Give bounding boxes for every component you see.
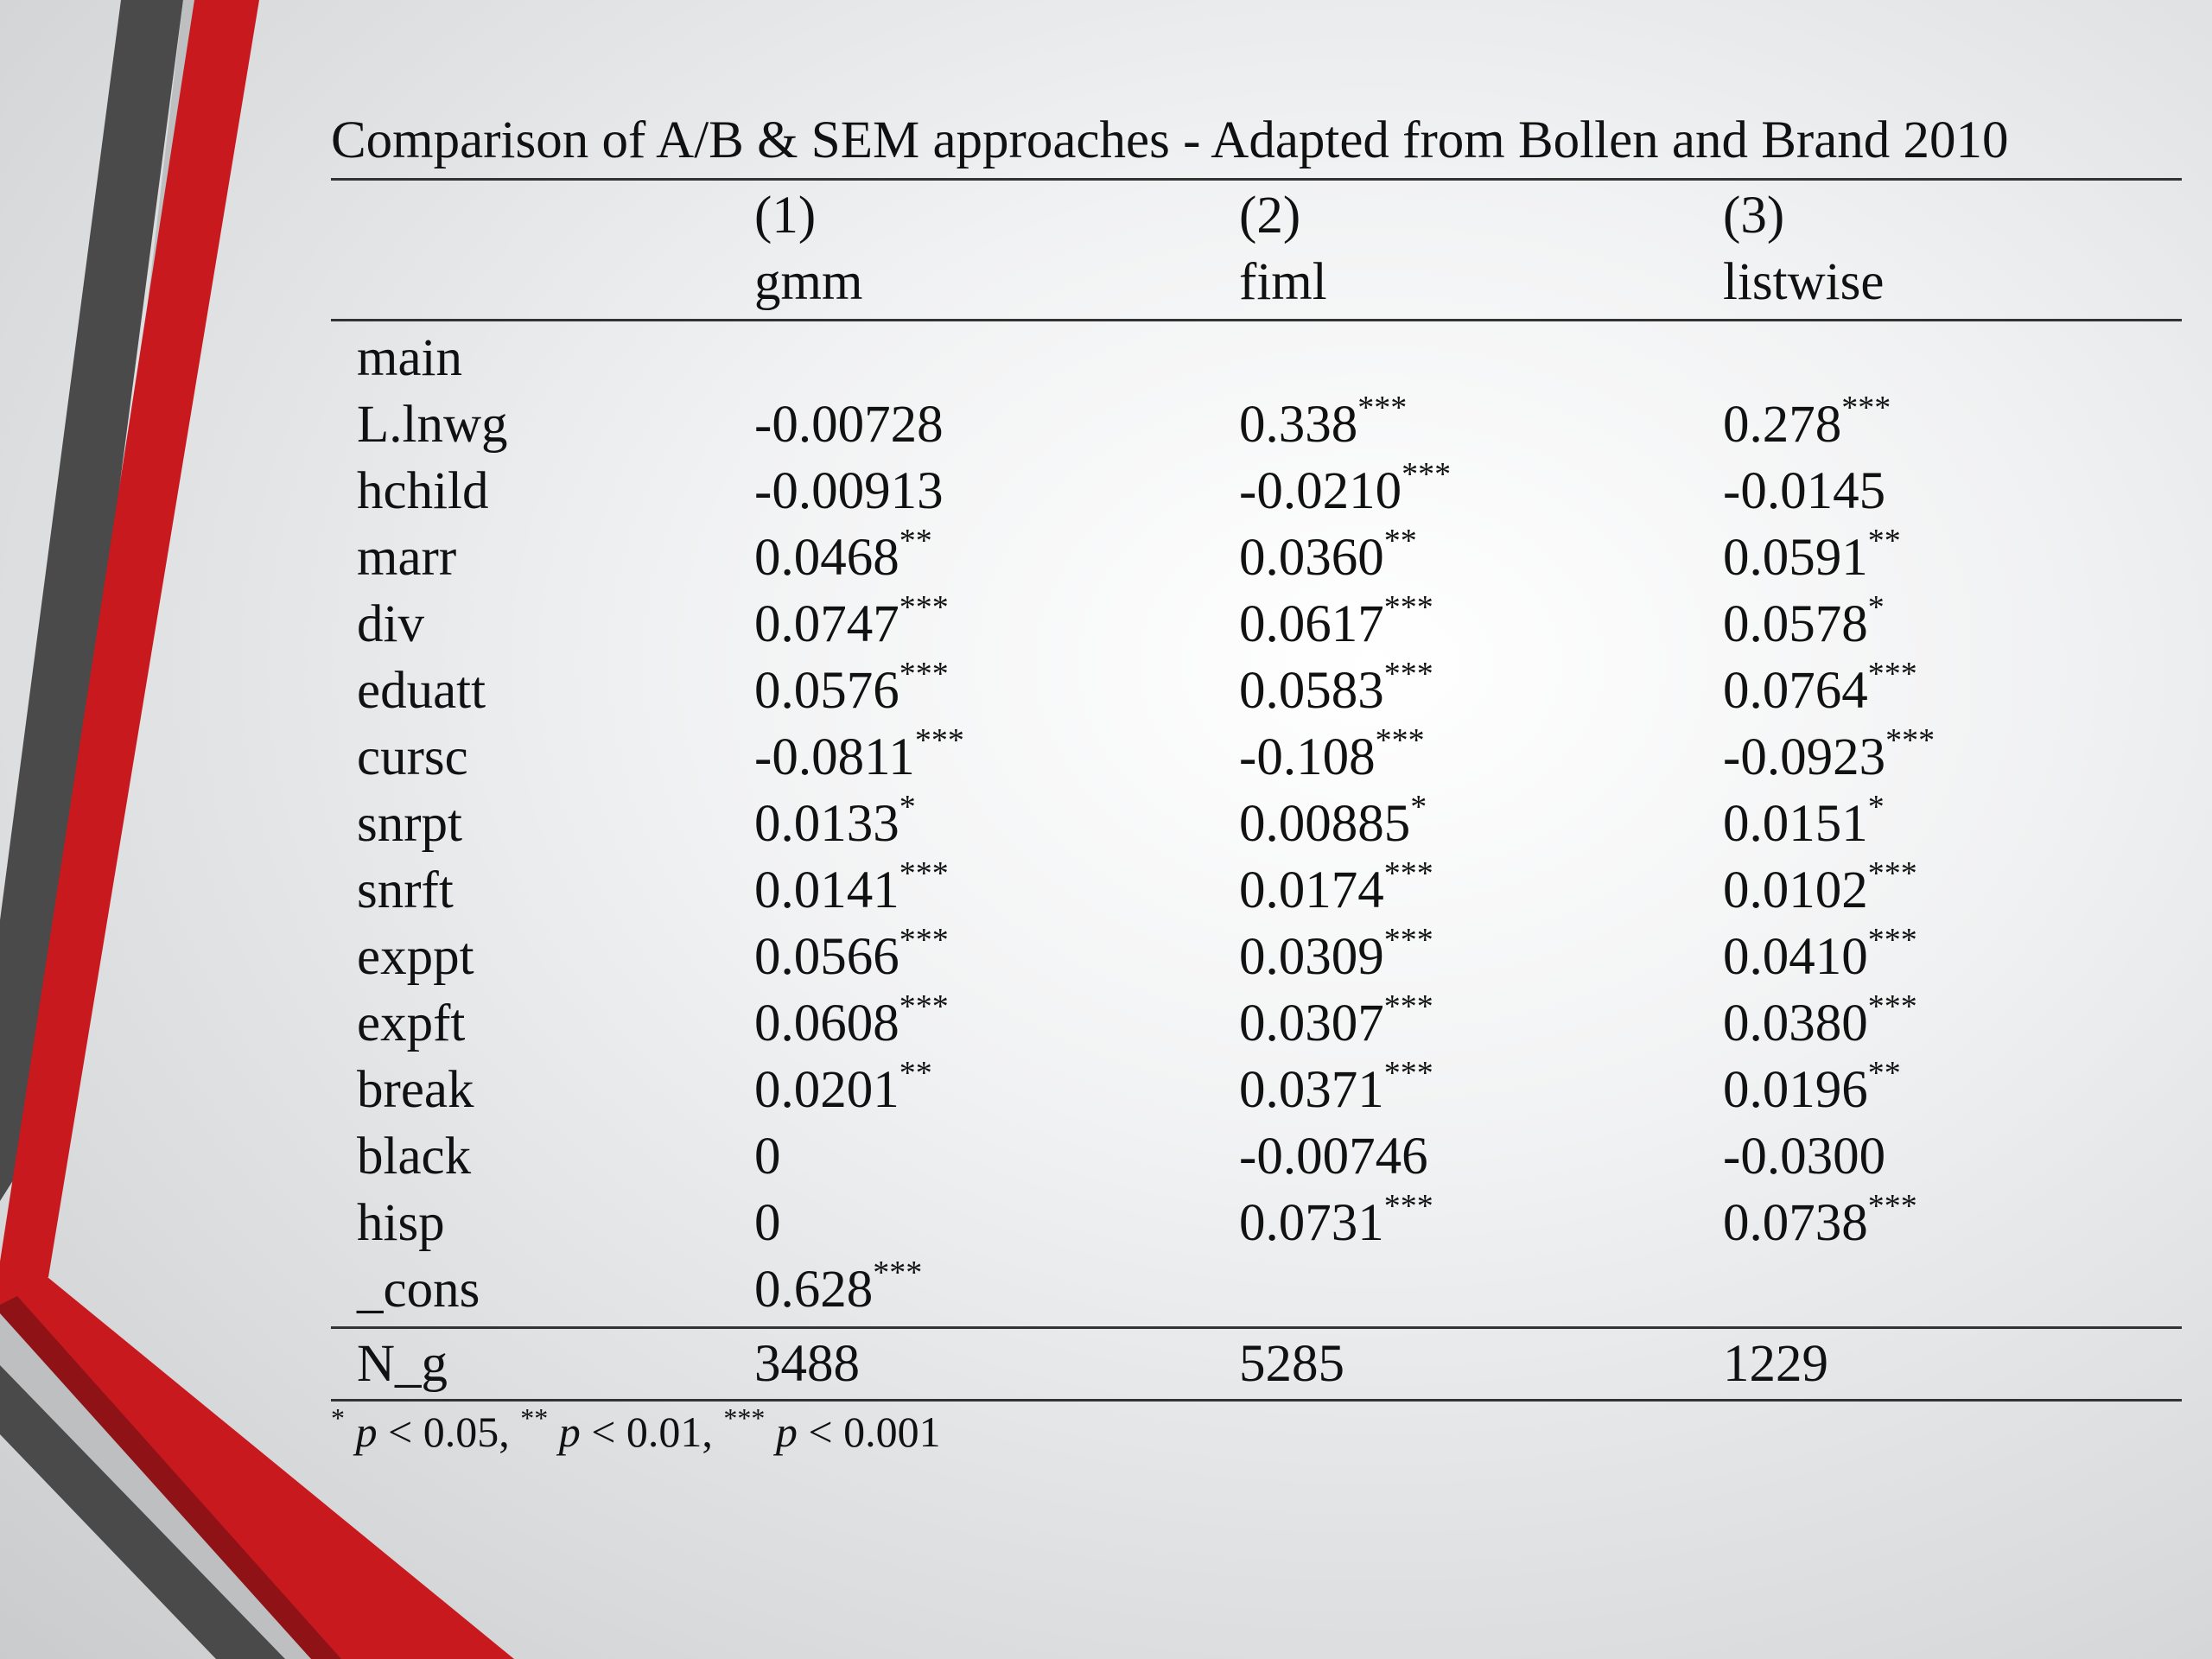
coefficient-cell: [754, 1256, 1239, 1323]
coefficient-value: 0: [754, 1194, 781, 1252]
row-label: eduatt: [357, 662, 486, 720]
coefficient-value: 0.0133: [754, 795, 899, 853]
table-header: [331, 181, 2182, 319]
coefficient-cell: [1239, 588, 1723, 658]
coefficient-cell: [1239, 857, 1723, 924]
significance-stars: ***: [1383, 921, 1433, 958]
table-row: [331, 1123, 2182, 1190]
column-name: gmm: [754, 253, 863, 311]
coefficient-value: 0.0141: [754, 861, 899, 919]
significance-stars: **: [1383, 522, 1417, 559]
significance-stars: **: [1867, 522, 1901, 559]
coefficient-cell: [1723, 1256, 2182, 1323]
row-label: marr: [357, 529, 457, 587]
coefficient-value: 0.0201: [754, 1061, 899, 1119]
coefficient-cell: [1723, 524, 2182, 591]
significance-stars: ***: [1383, 655, 1433, 692]
group-row: [331, 325, 2182, 391]
coefficient-value: 0.0360: [1239, 529, 1384, 587]
coefficient-value: 0.0583: [1239, 662, 1384, 720]
coefficient-value: 0.0617: [1239, 595, 1384, 653]
coefficient-value: -0.0923: [1723, 728, 1886, 786]
row-label: snrft: [357, 861, 454, 919]
coefficient-value: 0.0174: [1239, 861, 1384, 919]
coefficient-cell: [754, 990, 1239, 1057]
table-row: [331, 721, 2182, 791]
observation-count: 1229: [1723, 1335, 1828, 1393]
coefficient-cell: [1723, 1123, 2182, 1190]
coefficient-value: 0.0371: [1239, 1061, 1384, 1119]
column-number: (1): [754, 187, 817, 245]
coefficient-value: 0.0309: [1239, 928, 1384, 986]
significance-stars: ***: [1383, 988, 1433, 1025]
coefficient-cell: [1723, 391, 2182, 458]
table-row: [331, 1187, 2182, 1256]
bottom-rule: [331, 1399, 2182, 1402]
table-row: [331, 455, 2182, 524]
coefficient-cell: [754, 857, 1239, 924]
coefficient-value: -0.00913: [754, 462, 944, 520]
coefficient-value: 0.628: [754, 1261, 874, 1319]
table-row: [331, 655, 2182, 724]
table-row: [331, 391, 2182, 458]
column-name: listwise: [1723, 253, 1885, 311]
row-label: expft: [357, 995, 466, 1052]
significance-stars: ***: [1867, 921, 1917, 958]
significance-stars: ***: [899, 921, 949, 958]
significance-stars: *: [1867, 788, 1885, 825]
coefficient-value: 0.0307: [1239, 995, 1384, 1052]
significance-note: [331, 1402, 2182, 1459]
column-number: (2): [1239, 187, 1301, 245]
coefficient-cell: [1239, 391, 1723, 458]
significance-stars: ***: [899, 988, 949, 1025]
row-label: exppt: [357, 928, 474, 986]
note-p: p: [775, 1408, 798, 1456]
significance-stars: ***: [1867, 655, 1917, 692]
coefficient-cell: [754, 588, 1239, 658]
coefficient-value: 0.0410: [1723, 928, 1868, 986]
significance-stars: ***: [1383, 1054, 1433, 1091]
significance-stars: ***: [1402, 455, 1452, 493]
table-row: [331, 788, 2182, 857]
coefficient-value: 0.0196: [1723, 1061, 1868, 1119]
row-label: _cons: [357, 1261, 480, 1319]
coefficient-cell: [1723, 857, 2182, 924]
coefficient-cell: [1239, 1123, 1723, 1190]
note-p: p: [355, 1408, 378, 1456]
significance-stars: *: [1410, 788, 1427, 825]
coefficient-value: 0.0747: [754, 595, 899, 653]
significance-stars: ***: [1867, 855, 1917, 892]
observation-count: 3488: [754, 1335, 860, 1393]
coefficient-value: -0.0210: [1239, 462, 1402, 520]
column-name-row: [331, 249, 2182, 315]
coefficient-cell: [1239, 524, 1723, 591]
coefficient-cell: [1723, 788, 2182, 857]
significance-stars: *: [899, 788, 916, 825]
note-stars: **: [520, 1402, 549, 1434]
significance-stars: ***: [899, 655, 949, 692]
coefficient-value: -0.108: [1239, 728, 1376, 786]
coefficient-value: 0.0102: [1723, 861, 1868, 919]
row-label: snrpt: [357, 795, 462, 853]
significance-stars: ***: [1375, 721, 1425, 759]
observations-row: [331, 1331, 2182, 1397]
note-threshold: < 0.01,: [580, 1408, 724, 1456]
coefficient-cell: [754, 655, 1239, 724]
coefficient-value: -0.00728: [754, 396, 944, 454]
significance-stars: ***: [1867, 1187, 1917, 1224]
significance-stars: **: [1867, 1054, 1901, 1091]
coefficient-value: 0.0731: [1239, 1194, 1384, 1252]
column-number-row: [331, 182, 2182, 249]
row-label: N_g: [357, 1335, 448, 1393]
table-row: [331, 1256, 2182, 1323]
coefficient-value: 0.338: [1239, 396, 1358, 454]
coefficient-cell: [754, 524, 1239, 591]
significance-stars: ***: [1357, 389, 1408, 426]
row-label: cursc: [357, 728, 468, 786]
coefficient-value: 0.278: [1723, 396, 1842, 454]
table-body: [331, 321, 2182, 1326]
coefficient-cell: [1723, 458, 2182, 524]
coefficient-value: 0.0591: [1723, 529, 1868, 587]
table-row: [331, 990, 2182, 1057]
coefficient-cell: [1723, 1187, 2182, 1256]
row-label: hchild: [357, 462, 489, 520]
coefficient-value: 0.0578: [1723, 595, 1868, 653]
column-number: (3): [1723, 187, 1785, 245]
significance-stars: ***: [1841, 389, 1891, 426]
table-row: [331, 1054, 2182, 1123]
coefficient-cell: [754, 391, 1239, 458]
significance-stars: ***: [1383, 1187, 1433, 1224]
coefficient-value: 0.0738: [1723, 1194, 1868, 1252]
significance-stars: ***: [1885, 721, 1936, 759]
coefficient-value: 0.0380: [1723, 995, 1868, 1052]
table-row: [331, 921, 2182, 990]
coefficient-value: -0.00746: [1239, 1128, 1428, 1185]
coefficient-cell: [1239, 1054, 1723, 1123]
coefficient-cell: [1239, 788, 1723, 857]
coefficient-value: 0.0608: [754, 995, 899, 1052]
significance-stars: ***: [899, 588, 949, 626]
coefficient-cell: [1239, 655, 1723, 724]
column-name: fiml: [1239, 253, 1327, 311]
table-row: [331, 588, 2182, 658]
row-label: div: [357, 595, 424, 653]
coefficient-cell: [1723, 588, 2182, 658]
note-stars: ***: [723, 1402, 766, 1434]
significance-stars: ***: [1383, 855, 1433, 892]
coefficient-cell: [1723, 655, 2182, 724]
coefficient-cell: [1723, 1054, 2182, 1123]
coefficient-cell: [1239, 1256, 1723, 1323]
row-label: L.lnwg: [357, 396, 508, 454]
coefficient-cell: [1239, 921, 1723, 990]
coefficient-cell: [1239, 990, 1723, 1057]
table-footer: [331, 1329, 2182, 1399]
coefficient-cell: [1239, 1187, 1723, 1256]
significance-stars: **: [899, 1054, 932, 1091]
note-p: p: [558, 1408, 581, 1456]
row-label: hisp: [357, 1194, 445, 1252]
significance-stars: ***: [1383, 588, 1433, 626]
table-title: Comparison of A/B & SEM approaches - Adapted from Bollen and Brand 2010: [331, 111, 2009, 169]
header-spacer: [331, 182, 754, 249]
coefficient-value: 0.0764: [1723, 662, 1868, 720]
coefficient-cell: [754, 788, 1239, 857]
significance-stars: *: [1867, 588, 1885, 626]
note-threshold: < 0.05,: [377, 1408, 521, 1456]
coefficient-cell: [754, 1054, 1239, 1123]
significance-stars: ***: [873, 1254, 923, 1291]
significance-stars: ***: [914, 721, 964, 759]
coefficient-rows: [331, 391, 2182, 1323]
observation-count: 5285: [1239, 1335, 1344, 1393]
significance-stars: ***: [899, 855, 949, 892]
coefficient-value: -0.0811: [754, 728, 915, 786]
coefficient-cell: [1239, 455, 1723, 524]
coefficient-value: 0: [754, 1128, 781, 1185]
table-row: [331, 524, 2182, 591]
note-stars: *: [331, 1402, 345, 1434]
coefficient-cell: [754, 1123, 1239, 1190]
coefficient-value: 0.0468: [754, 529, 899, 587]
coefficient-cell: [1723, 990, 2182, 1057]
significance-stars: **: [899, 522, 932, 559]
header-spacer: [331, 249, 754, 315]
coefficient-value: 0.0576: [754, 662, 899, 720]
row-label: black: [357, 1128, 472, 1185]
coefficient-value: -0.0300: [1723, 1128, 1886, 1185]
coefficient-value: -0.0145: [1723, 462, 1886, 520]
significance-stars: ***: [1867, 988, 1917, 1025]
coefficient-cell: [754, 458, 1239, 524]
regression-table: [331, 104, 2182, 1459]
coefficient-cell: [1239, 721, 1723, 791]
group-label: main: [357, 329, 462, 387]
coefficient-cell: [754, 921, 1239, 990]
coefficient-value: 0.0566: [754, 928, 899, 986]
coefficient-value: 0.00885: [1239, 795, 1411, 853]
row-label: break: [357, 1061, 474, 1119]
coefficient-cell: [1723, 921, 2182, 990]
coefficient-value: 0.0151: [1723, 795, 1868, 853]
coefficient-cell: [754, 721, 1239, 791]
table-row: [331, 857, 2182, 924]
coefficient-cell: [754, 1190, 1239, 1256]
note-threshold: < 0.001: [797, 1408, 941, 1456]
coefficient-cell: [1723, 721, 2182, 791]
